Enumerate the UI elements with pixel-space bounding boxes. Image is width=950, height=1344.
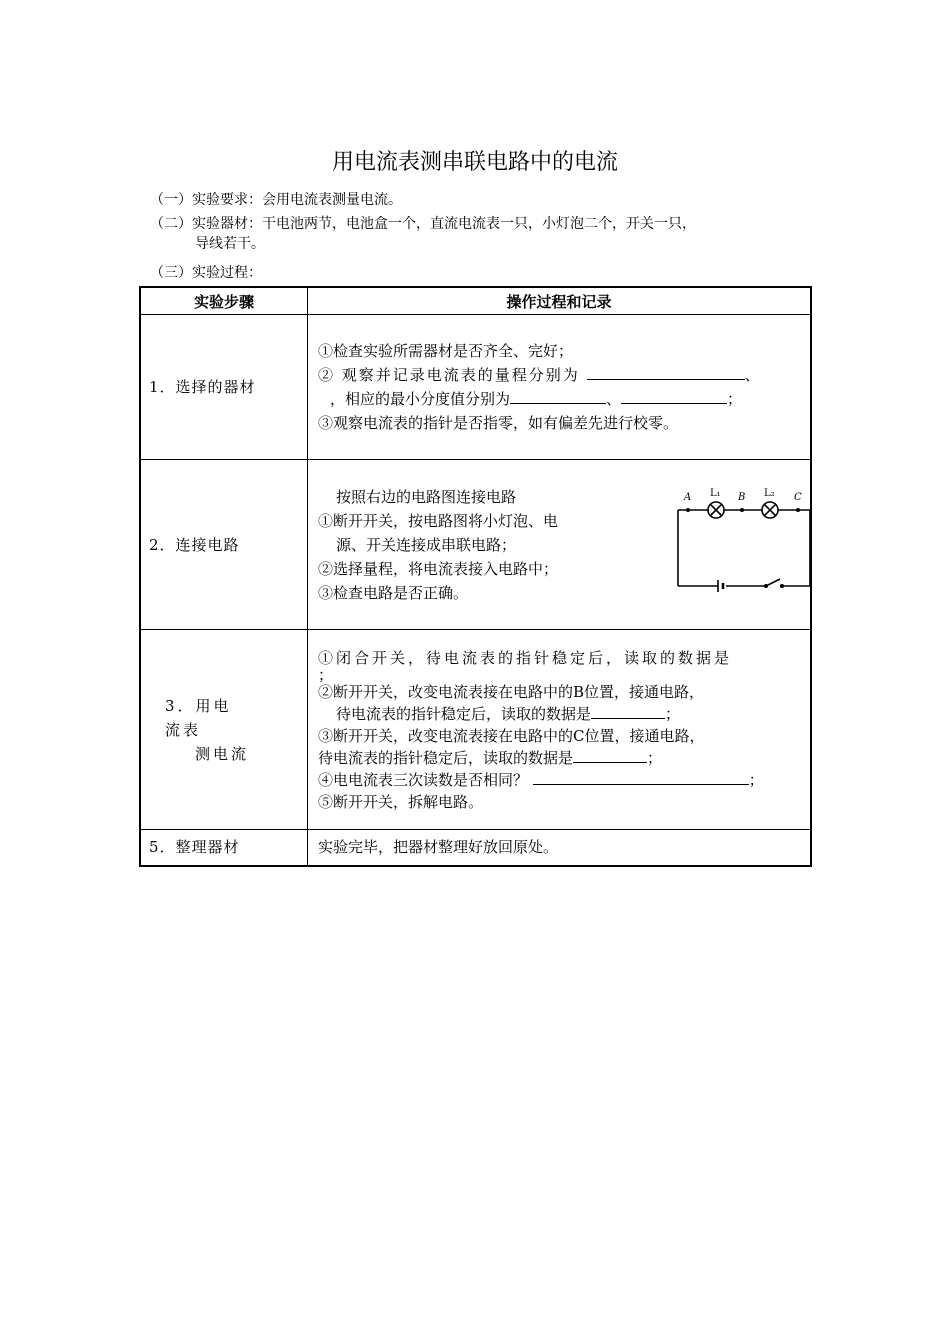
step-3-line-7: ⑤断开开关，拆解电路。 xyxy=(318,792,484,811)
step-3-line-5 xyxy=(318,747,800,769)
step-3-line-5-text: 待电流表的指针稳定后，读取的数据是 xyxy=(318,748,574,767)
step-2-operations xyxy=(308,460,812,630)
point-b-label: B xyxy=(738,492,746,503)
table-row xyxy=(140,630,811,830)
step-3-operations xyxy=(308,630,812,830)
step-3-line-3-text: 待电流表的指针稳定后，读取的数据是 xyxy=(336,704,592,723)
document-title: 用电流表测串联电路中的电流 xyxy=(331,150,618,175)
step-1-line-3 xyxy=(318,387,800,411)
lamp-l2-label: L₂ xyxy=(764,488,775,499)
step-1-sep-2: 、 xyxy=(606,390,622,408)
point-a-label: A xyxy=(684,492,692,503)
step-3-label-line-2: 测电流 xyxy=(195,744,250,763)
header-steps: 实验步骤 xyxy=(140,287,308,315)
step-2-line-3: 源、开关连接成串联电路； xyxy=(336,535,517,554)
step-3-line-1-end: ； xyxy=(318,665,334,684)
step-1-sep-3: ； xyxy=(727,390,743,408)
readings-same-blank[interactable] xyxy=(533,784,749,785)
range-answer-blank[interactable] xyxy=(587,379,745,380)
step-2-line-5: ③检查电路是否正确。 xyxy=(318,583,469,602)
step-1-line-3-text: ，相应的最小分度值分别为 xyxy=(330,390,511,408)
equipment-line-2: 导线若干。 xyxy=(195,236,265,252)
step-1-line-2-text: ② 观察并记录电流表的量程分别为 xyxy=(318,366,580,384)
reading-b-blank[interactable] xyxy=(591,718,665,719)
step-3-line-3 xyxy=(318,703,800,725)
header-operations: 操作过程和记录 xyxy=(308,287,812,315)
experiment-table xyxy=(139,286,812,867)
step-3-line-5-end: ； xyxy=(647,748,663,767)
step-1-line-1: ①检查实验所需器材是否齐全、完好； xyxy=(318,342,574,360)
step-1-label: 1．选择的器材 xyxy=(140,315,308,460)
table-header-row xyxy=(140,287,811,315)
reading-c-blank[interactable] xyxy=(573,762,647,763)
equipment-line-1: （二）实验器材：干电池两节，电池盒一个，直流电流表一只，小灯泡二个，开关一只， xyxy=(150,216,696,232)
step-5-operations: 实验完毕，把器材整理好放回原处。 xyxy=(308,830,812,866)
series-circuit-diagram xyxy=(670,486,830,592)
step-3-line-2: ②断开开关，改变电流表接在电路中的B位置，接通电路， xyxy=(318,682,705,701)
experiment-requirement: （一）实验要求：会用电流表测量电流。 xyxy=(150,192,402,208)
step-2-line-1: 按照右边的电路图连接电路 xyxy=(336,487,517,506)
step-1-sep-1: 、 xyxy=(744,366,762,384)
step-2-line-2: ①断开开关，按电路图将小灯泡、电 xyxy=(318,511,559,530)
table-row xyxy=(140,830,811,866)
step-2-line-4: ②选择量程，将电流表接入电路中； xyxy=(318,559,559,578)
step-1-line-4: ③观察电流表的指针是否指零，如有偏差先进行校零。 xyxy=(318,414,679,432)
table-row xyxy=(140,315,811,460)
step-3-line-4: ③断开开关，改变电流表接在电路中的C位置，接通电路， xyxy=(318,726,705,745)
step-1-line-2 xyxy=(318,363,800,387)
division-answer-blank-2[interactable] xyxy=(621,403,727,404)
step-3-line-3-end: ； xyxy=(665,704,681,723)
lamp-l1-label: L₁ xyxy=(710,488,721,499)
step-3-line-6-text: ④电电流表三次读数是否相同？ xyxy=(318,770,529,789)
step-3-line-1: ①闭合开关，待电流表的指针稳定后，读取的数据是 xyxy=(318,648,733,667)
step-3-label-line-1: 3．用电流表 xyxy=(165,696,232,739)
step-2-label: 2．连接电路 xyxy=(140,460,308,630)
step-3-label xyxy=(140,630,308,830)
table-row xyxy=(140,460,811,630)
step-3-line-6-end: ； xyxy=(748,770,764,789)
step-1-operations xyxy=(308,315,812,460)
step-3-line-6 xyxy=(318,769,800,791)
step-5-label: 5．整理器材 xyxy=(140,830,308,866)
division-answer-blank-1[interactable] xyxy=(510,403,606,404)
experiment-process-heading: （三）实验过程： xyxy=(150,265,262,281)
experiment-equipment xyxy=(150,214,810,254)
point-c-label: C xyxy=(794,492,802,503)
